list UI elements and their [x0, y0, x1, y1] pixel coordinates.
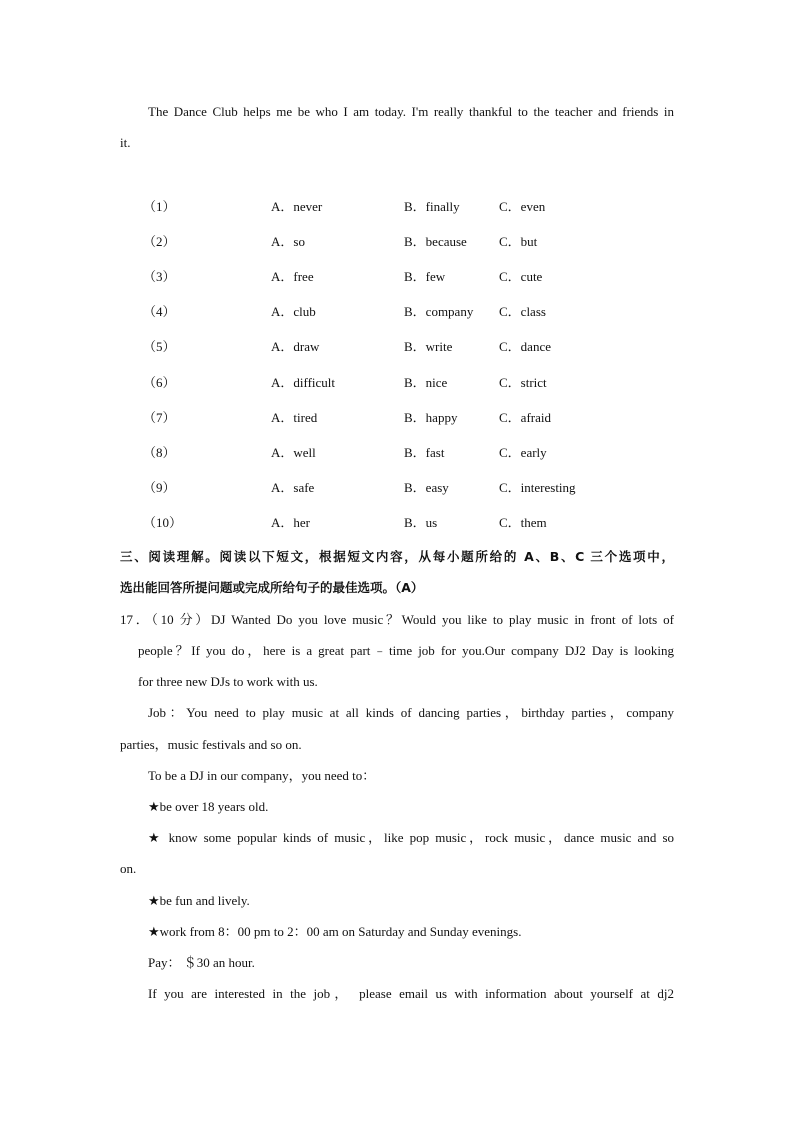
requirement-age: ★be over 18 years old. — [148, 799, 269, 814]
option-b: B．few — [404, 269, 446, 285]
option-a: A．free — [271, 269, 314, 285]
option-row — [0, 269, 794, 285]
option-a: A．difficult — [271, 374, 336, 390]
option-a: A．her — [271, 514, 310, 530]
option-row — [0, 445, 794, 461]
option-a: A．tired — [271, 409, 318, 425]
option-c: C．them — [499, 514, 547, 530]
option-c: C．early — [499, 444, 547, 460]
pay-line: Pay： ＄30 an hour. — [148, 955, 255, 970]
option-a: A．so — [271, 234, 305, 250]
option-row — [0, 480, 794, 496]
option-number: （1） — [143, 199, 176, 214]
option-number: （10） — [143, 514, 183, 530]
option-row — [0, 410, 794, 426]
q17-line-2: people？If you do，here is a great part﹣time job for you.Our company DJ2 Day is looking — [138, 643, 674, 658]
option-a: A．club — [271, 304, 316, 320]
option-row — [0, 199, 794, 215]
option-c: C．but — [499, 234, 538, 250]
option-number: （3） — [143, 269, 176, 285]
option-a: A．draw — [271, 339, 320, 355]
option-a: A．never — [271, 199, 323, 214]
intro-line-1: The Dance Club helps me be who I am today. I'm really thankful to the teacher and friends in — [148, 104, 674, 119]
requirement-personality: ★be fun and lively. — [148, 893, 250, 908]
requirements-intro: To be a DJ in our company，you need to： — [148, 768, 376, 783]
requirement-hours: ★work from 8：00 pm to 2：00 am on Saturday and Sunday evenings. — [148, 924, 522, 939]
option-row — [0, 234, 794, 250]
option-c: C．afraid — [499, 409, 551, 425]
option-c: C．class — [499, 304, 546, 320]
option-number: （6） — [143, 374, 176, 390]
option-row — [0, 304, 794, 320]
option-row — [0, 375, 794, 391]
option-b: B．write — [404, 339, 453, 355]
option-c: C．interesting — [499, 479, 576, 495]
section-3-heading-line-2: 选出能回答所提问题或完成所给句子的最佳选项。（A） — [120, 580, 424, 595]
q17-line-1: 17．（10 分）DJ Wanted Do you love music？Would you like to play music in front of lots of — [120, 612, 674, 627]
job-line-2: parties，music festivals and so on. — [120, 737, 302, 752]
option-a: A．well — [271, 444, 316, 460]
section-3-heading-line-1: 三、阅读理解。阅读以下短文，根据短文内容，从每小题所给的 A、B、C 三个选项中， — [120, 549, 674, 564]
option-b: B．us — [404, 514, 438, 530]
option-number: （9） — [143, 479, 176, 495]
option-b: B．finally — [404, 199, 460, 214]
option-b: B．because — [404, 234, 467, 250]
option-b: B．company — [404, 304, 474, 320]
option-number: （8） — [143, 444, 176, 460]
q17-line-3: for three new DJs to work with us. — [138, 674, 318, 689]
option-c: C．even — [499, 199, 546, 214]
option-number: （7） — [143, 409, 176, 425]
option-number: （2） — [143, 234, 176, 250]
job-line-1: Job：You need to play music at all kinds of dancing parties，birthday parties，company — [148, 705, 674, 720]
requirement-music-line-1: ★ know some popular kinds of music，like pop music，rock music，dance music and so — [148, 830, 674, 845]
option-number: （4） — [143, 304, 176, 320]
option-a: A．safe — [271, 479, 315, 495]
contact-line: If you are interested in the job， please email us with information about yourself at dj2 — [148, 986, 674, 1001]
option-c: C．cute — [499, 269, 543, 285]
intro-line-2: it. — [120, 135, 131, 150]
option-b: B．fast — [404, 444, 445, 460]
option-c: C．strict — [499, 374, 547, 390]
option-number: （5） — [143, 339, 176, 355]
option-b: B．happy — [404, 409, 458, 425]
option-b: B．nice — [404, 374, 448, 390]
requirement-music-line-2: on. — [120, 861, 137, 876]
option-b: B．easy — [404, 479, 449, 495]
option-row — [0, 339, 794, 355]
option-row — [0, 515, 794, 531]
option-c: C．dance — [499, 339, 551, 355]
